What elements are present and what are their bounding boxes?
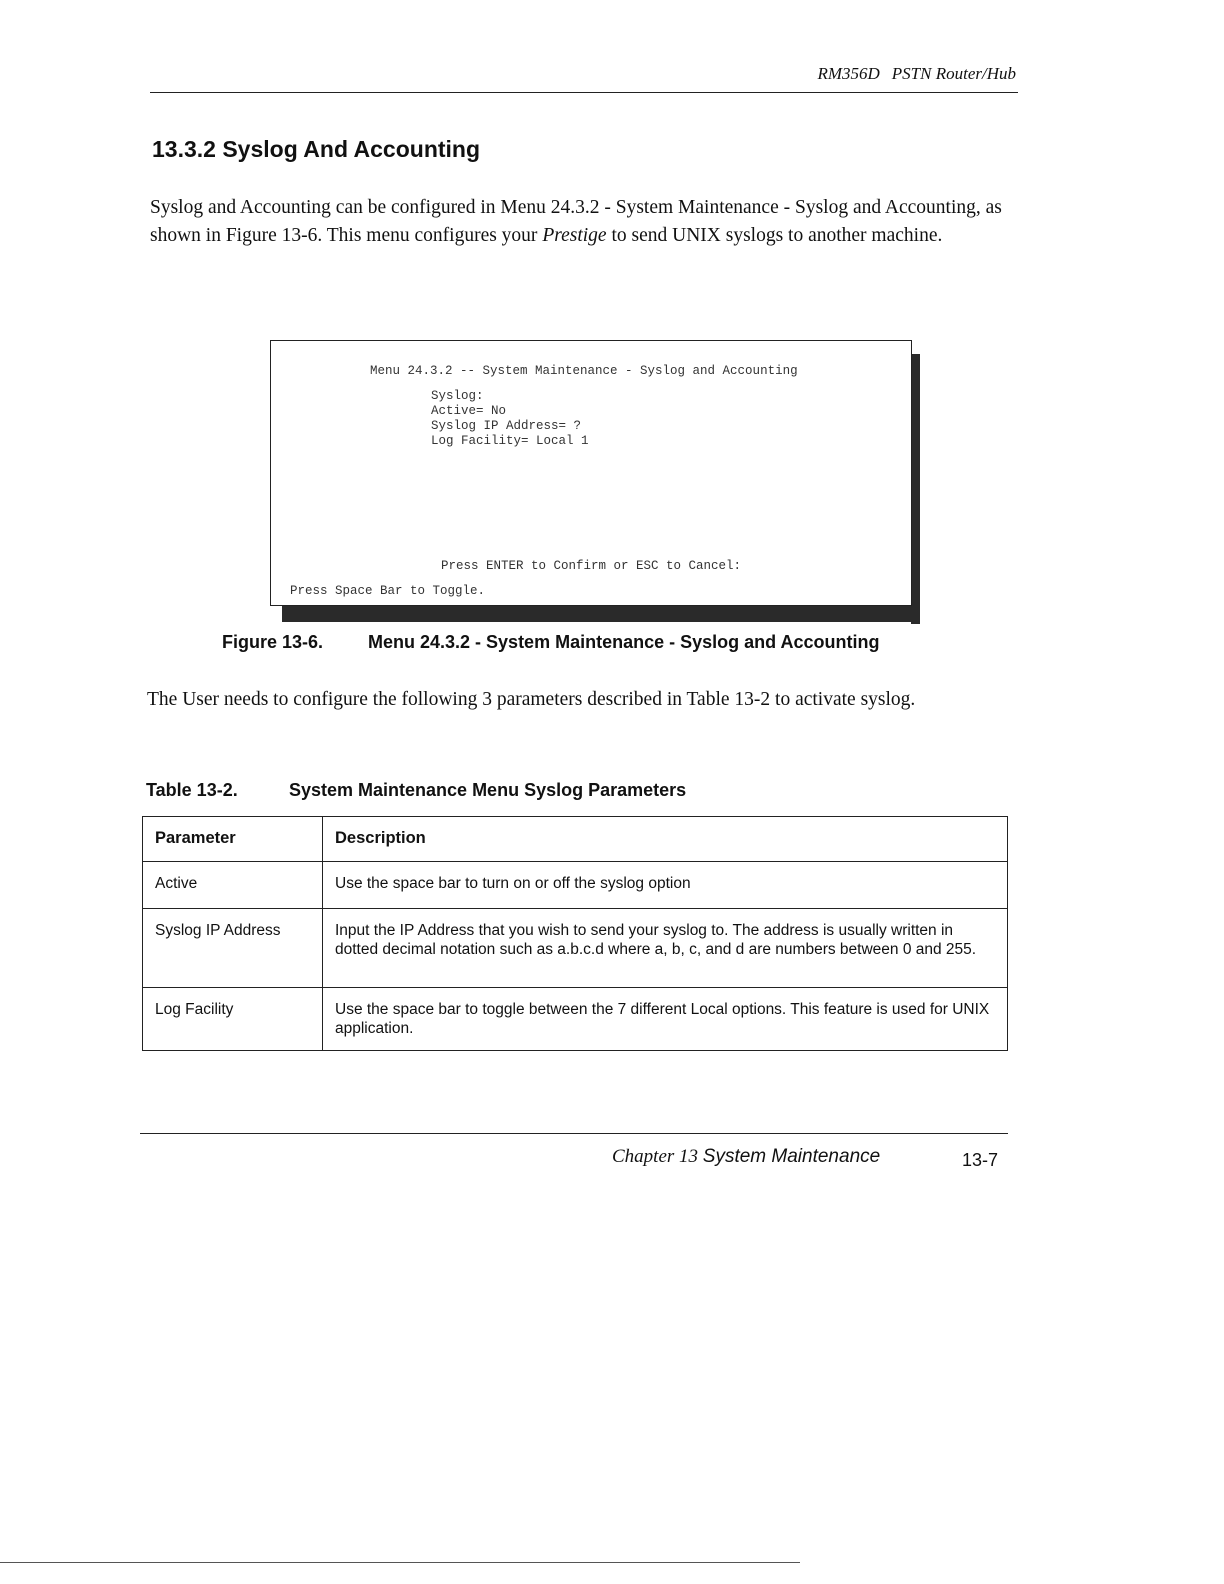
table-header-row xyxy=(143,817,1008,862)
table-cell-parameter: Active xyxy=(143,862,323,909)
table-row xyxy=(143,988,1008,1051)
intro-product-name: Prestige xyxy=(542,225,607,246)
terminal-screen xyxy=(270,340,912,606)
terminal-menu-title: Menu 24.3.2 -- System Maintenance - Syslog and Accounting xyxy=(370,364,798,378)
footer-rule xyxy=(140,1133,1008,1134)
table-header-parameter: Parameter xyxy=(143,817,323,862)
table-row xyxy=(143,909,1008,988)
header-rule xyxy=(150,92,1018,93)
section-heading: 13.3.2 Syslog And Accounting xyxy=(152,136,481,162)
terminal-shadow-bottom xyxy=(282,604,920,622)
table-title: System Maintenance Menu Syslog Parameters xyxy=(289,780,687,800)
table-cell-parameter: Syslog IP Address xyxy=(143,909,323,988)
terminal-facility-line: Log Facility= Local 1 xyxy=(431,434,589,448)
table-header-description: Description xyxy=(323,817,1008,862)
table-row xyxy=(143,862,1008,909)
figure-title: Menu 24.3.2 - System Maintenance - Syslog and Accounting xyxy=(368,632,880,652)
footer-chapter xyxy=(612,1146,880,1168)
footer-chapter-number: Chapter 13 xyxy=(612,1146,699,1167)
table-caption xyxy=(146,780,686,801)
intro-text-before: Syslog and Accounting can be configured in Menu 24.3.2 - System Maintenance - Syslog and Accounting, as shown in Figure 13-6. This menu configures your xyxy=(150,197,1002,246)
config-paragraph: The User needs to configure the following 3 parameters described in Table 13-2 to activate syslog. xyxy=(147,689,916,710)
running-header xyxy=(640,64,1016,84)
table-cell-description: Use the space bar to toggle between the 7 different Local options. This feature is used for UNIX application. xyxy=(323,988,1008,1051)
table-cell-description: Input the IP Address that you wish to send your syslog to. The address is usually written in dotted decimal notation such as a.b.c.d where a, b, c, and d are numbers between 0 and 255. xyxy=(323,909,1008,988)
footer-chapter-title: System Maintenance xyxy=(702,1146,881,1167)
terminal-syslog-label: Syslog: xyxy=(431,389,484,403)
page-number: 13-7 xyxy=(962,1150,999,1170)
syslog-parameters-table xyxy=(142,816,1008,1051)
intro-text-after: to send UNIX syslogs to another machine. xyxy=(606,225,943,246)
table-cell-description: Use the space bar to turn on or off the syslog option xyxy=(323,862,1008,909)
figure-label: Figure 13-6. xyxy=(222,632,324,652)
intro-paragraph xyxy=(150,194,1020,250)
terminal-toggle-hint: Press Space Bar to Toggle. xyxy=(290,584,486,598)
terminal-confirm-prompt: Press ENTER to Confirm or ESC to Cancel: xyxy=(441,559,742,573)
bottom-rule xyxy=(0,1562,800,1563)
terminal-ip-line: Syslog IP Address= ? xyxy=(431,419,582,433)
terminal-shadow-right xyxy=(911,354,920,624)
header-product: PSTN Router/Hub xyxy=(891,64,1016,83)
table-label: Table 13-2. xyxy=(146,780,238,800)
table-cell-parameter: Log Facility xyxy=(143,988,323,1051)
terminal-active-line: Active= No xyxy=(431,404,507,418)
header-model: RM356D xyxy=(817,64,880,83)
figure-caption xyxy=(222,632,879,653)
